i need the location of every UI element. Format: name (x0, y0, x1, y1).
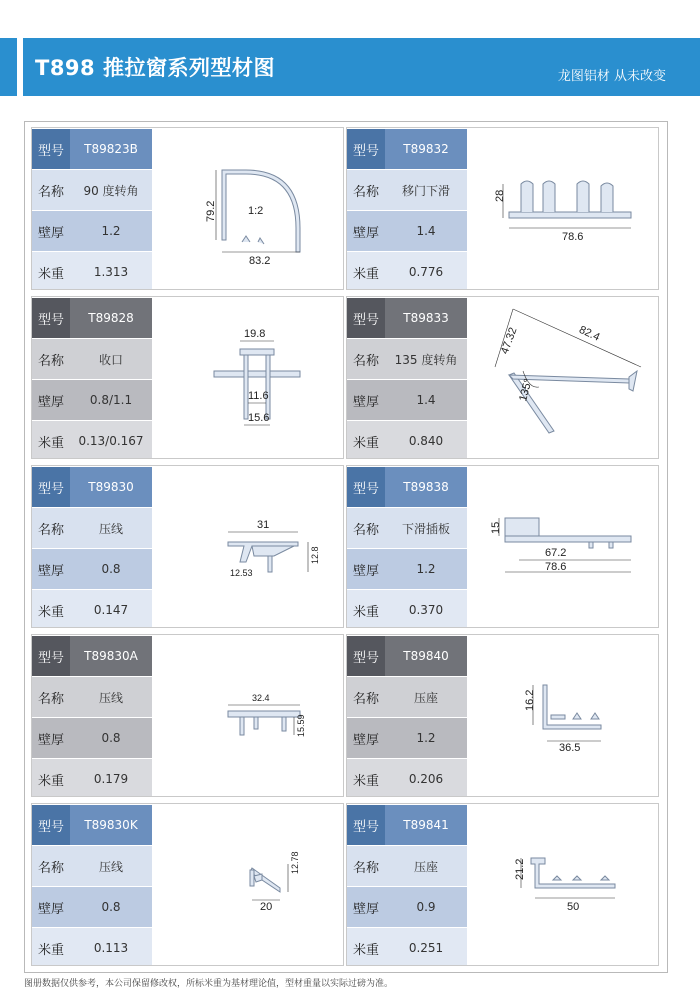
dimension-label: 47.32 (498, 325, 520, 356)
name-value: 下滑插板 (385, 508, 467, 548)
dimension-label: 32.4 (252, 693, 270, 703)
name-value: 收口 (70, 339, 152, 379)
thickness-row (347, 718, 467, 758)
weight-value: 0.776 (385, 252, 467, 290)
thickness-value: 1.4 (385, 211, 467, 251)
dimension-label: 78.6 (562, 231, 584, 243)
weight-row (347, 590, 467, 628)
model-label: 型号 (32, 467, 70, 507)
profile-card (346, 634, 659, 797)
weight-row (32, 421, 152, 459)
model-row (347, 298, 467, 338)
thickness-row (347, 380, 467, 420)
profile-drawing (469, 466, 659, 628)
weight-row (347, 252, 467, 290)
thickness-value: 1.2 (385, 549, 467, 589)
thickness-label: 壁厚 (32, 718, 70, 758)
header-accent-block (0, 38, 17, 96)
thickness-value: 0.8 (70, 887, 152, 927)
dimension-label: 11.6 (248, 390, 269, 402)
thickness-value: 0.9 (385, 887, 467, 927)
thickness-label: 壁厚 (32, 887, 70, 927)
dimension-label: 16.2 (524, 689, 536, 711)
weight-value: 0.113 (70, 928, 152, 966)
thickness-row (32, 211, 152, 251)
weight-value: 0.840 (385, 421, 467, 459)
thickness-label: 壁厚 (32, 549, 70, 589)
weight-row (347, 928, 467, 966)
weight-value: 1.313 (70, 252, 152, 290)
model-row (347, 636, 467, 676)
disclaimer-note: 图册数据仅供参考，本公司保留修改权，所标米重为基材理论值，型材重量以实际过磅为准。 (24, 979, 394, 989)
model-row (347, 129, 467, 169)
model-label: 型号 (32, 805, 70, 845)
thickness-label: 壁厚 (347, 211, 385, 251)
dimension-label: 78.6 (545, 561, 567, 573)
weight-row (347, 421, 467, 459)
model-row (32, 636, 152, 676)
dimension-label: 15 (490, 521, 502, 534)
weight-value: 0.206 (385, 759, 467, 797)
weight-row (347, 759, 467, 797)
model-row (32, 129, 152, 169)
dimension-label: 36.5 (559, 742, 581, 754)
profile-drawing (469, 635, 659, 797)
thickness-label: 壁厚 (347, 549, 385, 589)
model-value: T89828 (70, 298, 152, 338)
model-value: T89823B (70, 129, 152, 169)
name-row (32, 508, 152, 548)
thickness-label: 壁厚 (347, 718, 385, 758)
weight-value: 0.13/0.167 (70, 421, 152, 459)
model-row (347, 805, 467, 845)
profile-card (31, 465, 344, 628)
weight-label: 米重 (32, 421, 70, 459)
thickness-value: 1.4 (385, 380, 467, 420)
weight-label: 米重 (347, 928, 385, 966)
model-row (347, 467, 467, 507)
thickness-value: 0.8 (70, 549, 152, 589)
name-label: 名称 (347, 846, 385, 886)
model-value: T89838 (385, 467, 467, 507)
model-label: 型号 (347, 805, 385, 845)
name-value: 压线 (70, 508, 152, 548)
model-label: 型号 (347, 298, 385, 338)
model-row (32, 467, 152, 507)
dimension-label: 19.8 (244, 328, 266, 340)
profile-card (346, 127, 659, 290)
weight-label: 米重 (32, 759, 70, 797)
weight-row (32, 590, 152, 628)
name-label: 名称 (347, 508, 385, 548)
name-row (347, 508, 467, 548)
weight-row (32, 928, 152, 966)
profile-catalog-sheet (24, 121, 668, 973)
thickness-value: 1.2 (70, 211, 152, 251)
dimension-label: 12.8 (310, 546, 320, 564)
name-label: 名称 (347, 677, 385, 717)
weight-value: 0.370 (385, 590, 467, 628)
name-row (347, 170, 467, 210)
name-label: 名称 (32, 677, 70, 717)
thickness-label: 壁厚 (32, 211, 70, 251)
thickness-label: 壁厚 (32, 380, 70, 420)
model-value: T89840 (385, 636, 467, 676)
thickness-label: 壁厚 (347, 380, 385, 420)
weight-label: 米重 (32, 252, 70, 290)
thickness-value: 1.2 (385, 718, 467, 758)
name-label: 名称 (32, 339, 70, 379)
model-value: T89832 (385, 129, 467, 169)
profile-drawing (154, 466, 344, 628)
profile-drawing (154, 635, 344, 797)
model-row (32, 298, 152, 338)
profile-drawing (154, 297, 344, 459)
dimension-label: 12.78 (290, 851, 300, 874)
model-label: 型号 (347, 636, 385, 676)
thickness-row (347, 887, 467, 927)
name-label: 名称 (32, 508, 70, 548)
weight-row (32, 759, 152, 797)
profile-drawing (469, 297, 659, 459)
weight-row (32, 252, 152, 290)
thickness-row (347, 211, 467, 251)
thickness-value: 0.8/1.1 (70, 380, 152, 420)
weight-value: 0.251 (385, 928, 467, 966)
profile-drawing (469, 128, 659, 290)
model-label: 型号 (347, 467, 385, 507)
name-row (347, 846, 467, 886)
name-value: 压座 (385, 846, 467, 886)
model-value: T89830 (70, 467, 152, 507)
name-label: 名称 (32, 846, 70, 886)
dimension-label: 12.53 (230, 568, 253, 578)
profile-drawing (154, 804, 344, 966)
name-row (32, 170, 152, 210)
name-label: 名称 (347, 170, 385, 210)
model-label: 型号 (32, 636, 70, 676)
profile-card (31, 803, 344, 966)
name-row (347, 677, 467, 717)
model-row (32, 805, 152, 845)
model-value: T89830A (70, 636, 152, 676)
weight-label: 米重 (347, 421, 385, 459)
name-row (32, 677, 152, 717)
weight-label: 米重 (32, 928, 70, 966)
dimension-label: 82.4 (577, 323, 602, 344)
dimension-label: 79.2 (205, 200, 217, 222)
weight-label: 米重 (347, 590, 385, 628)
dimension-label: 31 (257, 519, 270, 531)
name-value: 90 度转角 (70, 170, 152, 210)
profile-drawing (469, 804, 659, 966)
weight-label: 米重 (32, 590, 70, 628)
weight-value: 0.147 (70, 590, 152, 628)
thickness-row (32, 549, 152, 589)
model-label: 型号 (32, 129, 70, 169)
dimension-label: 50 (567, 901, 580, 913)
model-label: 型号 (32, 298, 70, 338)
thickness-row (32, 380, 152, 420)
weight-value: 0.179 (70, 759, 152, 797)
thickness-row (347, 549, 467, 589)
name-value: 压线 (70, 677, 152, 717)
header-banner (23, 38, 700, 96)
thickness-row (32, 887, 152, 927)
name-value: 移门下滑 (385, 170, 467, 210)
profile-card (31, 634, 344, 797)
dimension-label: 20 (260, 901, 273, 913)
model-value: T89833 (385, 298, 467, 338)
thickness-row (32, 718, 152, 758)
profile-card (346, 465, 659, 628)
weight-label: 米重 (347, 252, 385, 290)
name-label: 名称 (32, 170, 70, 210)
model-value: T89830K (70, 805, 152, 845)
dimension-label: 28 (494, 189, 506, 202)
page-title: T898 推拉窗系列型材图 (35, 56, 275, 80)
brand-slogan: 龙图铝材 从未改变 (557, 69, 666, 84)
name-value: 压座 (385, 677, 467, 717)
model-label: 型号 (347, 129, 385, 169)
thickness-value: 0.8 (70, 718, 152, 758)
weight-label: 米重 (347, 759, 385, 797)
name-row (347, 339, 467, 379)
scale-label: 1:2 (248, 205, 264, 217)
dimension-label: 67.2 (545, 547, 567, 559)
profile-card (31, 127, 344, 290)
name-label: 名称 (347, 339, 385, 379)
thickness-label: 壁厚 (347, 887, 385, 927)
profile-drawing (154, 128, 344, 290)
profile-card (346, 803, 659, 966)
dimension-label: 83.2 (249, 255, 271, 267)
profile-card (346, 296, 659, 459)
dimension-label: 15.59 (296, 714, 306, 737)
dimension-label: 135° (517, 377, 535, 403)
profile-card (31, 296, 344, 459)
name-row (32, 846, 152, 886)
name-value: 压线 (70, 846, 152, 886)
model-value: T89841 (385, 805, 467, 845)
name-row (32, 339, 152, 379)
name-value: 135 度转角 (385, 339, 467, 379)
dimension-label: 21.2 (514, 858, 526, 880)
dimension-label: 15.6 (248, 412, 270, 424)
